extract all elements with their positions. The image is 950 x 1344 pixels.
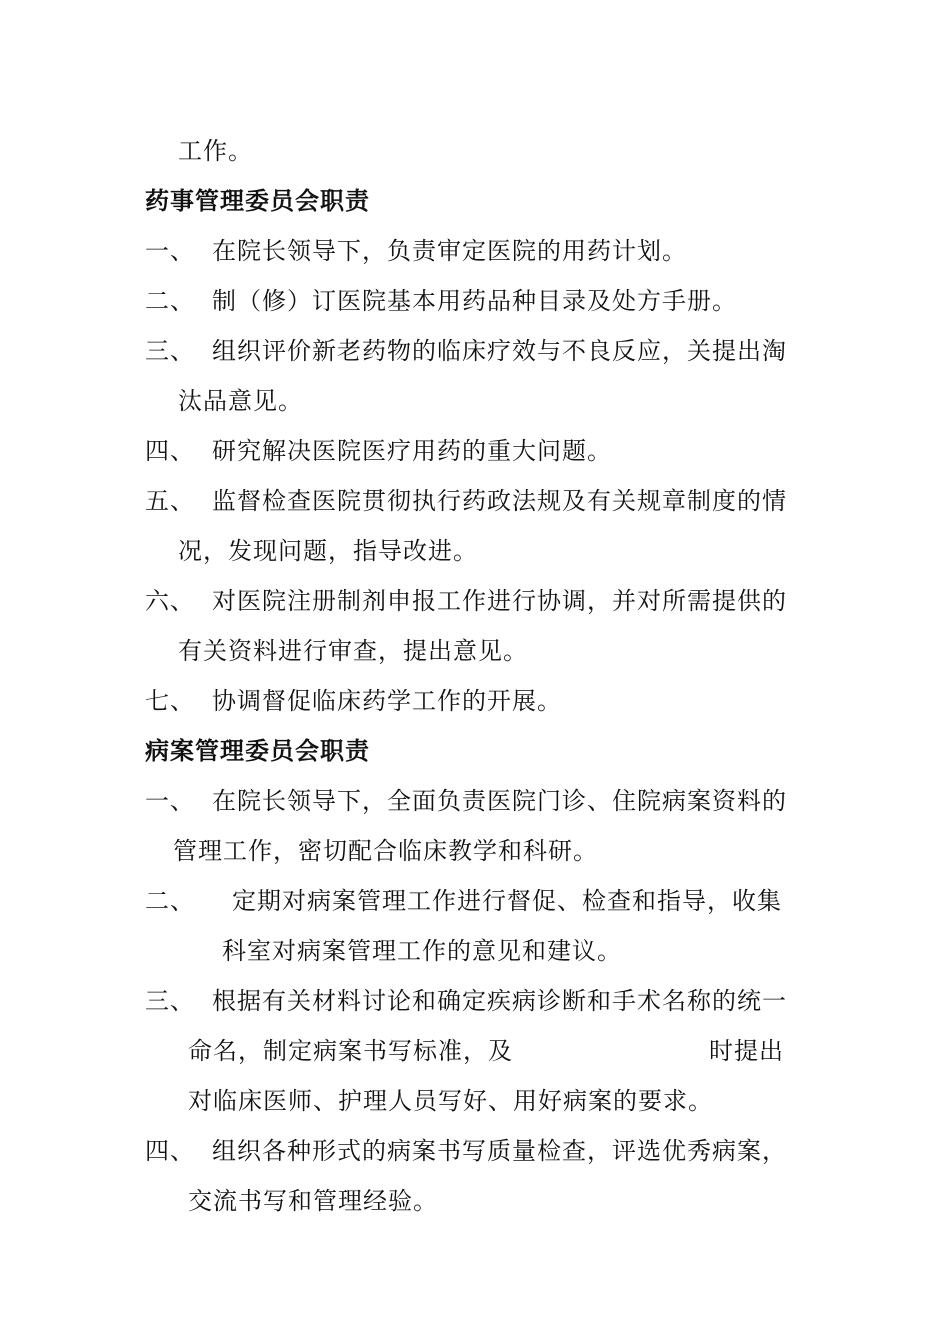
item-number: 七、 [145,687,195,715]
item-number: 一、 [145,237,195,265]
item-text-continued: 交流书写和管理经验。 [188,1187,438,1215]
section-title-pharmacy: 药事管理委员会职责 [145,186,370,215]
item-text: 在院长领导下，负责审定医院的用药计划。 [212,237,687,265]
item-number: 六、 [145,587,195,615]
item-text: 根据有关材料讨论和确定疾病诊断和手术名称的统一 [212,987,787,1015]
item-text-continued: 管理工作，密切配合临床教学和科研。 [173,837,598,865]
item-text-continued: 汰品意见。 [178,387,303,415]
section-title-records: 病案管理委员会职责 [145,736,370,765]
item-text: 在院长领导下，全面负责医院门诊、住院病案资料的 [212,787,787,815]
item-text-continued [188,1036,784,1066]
item-text: 协调督促临床药学工作的开展。 [212,687,562,715]
item-text-continued: 对临床医师、护理人员写好、用好病案的要求。 [188,1087,713,1115]
item-number: 五、 [145,487,195,515]
item-number: 三、 [145,337,195,365]
carry-over-line: 工作。 [178,137,253,165]
item-number: 二、 [145,887,195,915]
item-number: 二、 [145,287,195,315]
item-text: 制（修）订医院基本用药品种目录及处方手册。 [212,287,737,315]
item-text: 对医院注册制剂申报工作进行协调，并对所需提供的 [212,587,787,615]
item-text-continued: 有关资料进行审查，提出意见。 [178,637,528,665]
item-text-continued: 科室对病案管理工作的意见和建议。 [222,937,622,965]
item-text-part: 命名，制定病案书写标准，及 [188,1037,513,1065]
item-number: 四、 [145,437,195,465]
item-number: 三、 [145,987,195,1015]
item-text: 组织评价新老药物的临床疗效与不良反应，关提出淘 [212,337,787,365]
item-number: 一、 [145,787,195,815]
item-text: 监督检查医院贯彻执行药政法规及有关规章制度的情 [212,487,787,515]
item-text-part: 时提出 [709,1037,784,1065]
item-text: 研究解决医院医疗用药的重大问题。 [212,437,612,465]
item-text-continued: 况，发现问题，指导改进。 [178,537,478,565]
item-number: 四、 [145,1137,195,1165]
item-text: 定期对病案管理工作进行督促、检查和指导，收集 [232,887,782,915]
item-text: 组织各种形式的病案书写质量检查，评选优秀病案， [212,1137,787,1165]
